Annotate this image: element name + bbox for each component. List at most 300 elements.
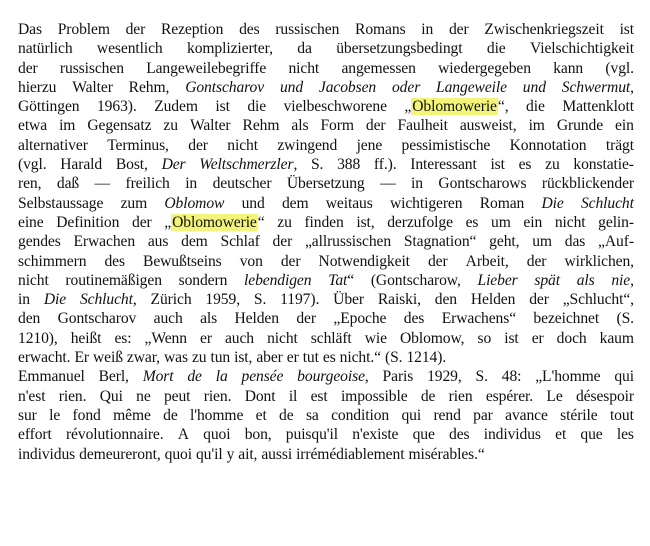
italic-title: Mort [142, 368, 174, 386]
text-fragment: den [18, 310, 41, 328]
word [87, 116, 151, 135]
word [557, 329, 587, 348]
word [581, 194, 634, 213]
word [59, 387, 87, 406]
word [502, 367, 522, 386]
word [71, 329, 102, 348]
text-fragment: espérer. [485, 387, 534, 405]
text-fragment: in [421, 21, 434, 38]
text-fragment: il [288, 387, 298, 405]
text-line [18, 425, 634, 444]
word [213, 174, 272, 193]
text-fragment: wiedergegeben [438, 59, 531, 77]
text-fragment: russischen [59, 59, 124, 77]
text-fragment: stérile [560, 406, 598, 424]
word [606, 136, 634, 155]
word [563, 290, 634, 309]
word [398, 116, 448, 135]
text-fragment: als [200, 310, 218, 328]
word [562, 78, 634, 97]
word [620, 20, 634, 39]
text-fragment: Raiski, [377, 291, 421, 309]
word [18, 271, 49, 290]
word [404, 97, 508, 116]
word [235, 309, 279, 328]
text-fragment: aus [147, 233, 169, 251]
text-fragment: Zudem [154, 98, 198, 116]
text-fragment: in [411, 175, 423, 193]
word [442, 309, 516, 328]
text-fragment: y [226, 445, 235, 463]
word [221, 232, 260, 251]
word [203, 425, 230, 444]
italic-title: Tat [328, 271, 348, 289]
word [438, 174, 526, 193]
text-fragment: was [163, 349, 188, 367]
text-fragment: pessimistische [401, 136, 491, 154]
text-fragment: Vielschichtigkeit [530, 40, 634, 58]
word [319, 252, 410, 271]
word [533, 309, 599, 328]
text-fragment: so [477, 329, 492, 347]
text-line [18, 348, 634, 367]
word [580, 425, 602, 444]
word [57, 174, 79, 193]
text-fragment: rien. [58, 387, 87, 405]
word [247, 97, 266, 116]
word [129, 78, 170, 97]
word [178, 425, 189, 444]
word [18, 213, 44, 232]
word [504, 329, 518, 348]
text-fragment: deutscher [212, 175, 272, 193]
word [529, 116, 545, 135]
text-fragment: et [555, 426, 567, 444]
text-fragment: Bewußtseins [143, 252, 222, 270]
word [200, 329, 212, 348]
word [392, 78, 420, 97]
word [279, 406, 294, 425]
word [598, 213, 634, 232]
text-fragment: rien. [203, 387, 232, 405]
text-fragment: jene [356, 136, 383, 154]
text-fragment: tut [302, 349, 319, 367]
word [615, 116, 634, 135]
word [44, 290, 66, 309]
text-fragment: freilich [125, 175, 170, 193]
text-fragment: nicht [18, 271, 49, 289]
word [164, 194, 224, 213]
text-line [18, 252, 634, 271]
text-fragment: zwingend [277, 136, 338, 154]
text-fragment: es: [114, 329, 132, 347]
italic-title: bourgeoise [297, 368, 365, 386]
word [163, 116, 178, 135]
italic-title: Lieber [477, 271, 518, 289]
italic-title: Weltschmerzler [199, 156, 294, 174]
text-fragment: um [532, 233, 552, 251]
text-fragment: n'est [18, 387, 46, 405]
word [215, 97, 229, 116]
text-fragment: A [177, 426, 189, 444]
text-fragment: quoi [164, 445, 192, 463]
word [132, 213, 152, 232]
text-fragment: und [241, 194, 265, 212]
text-fragment: individus [483, 426, 541, 444]
text-fragment: aussi [261, 445, 293, 463]
word [66, 425, 164, 444]
text-fragment: wesentlich [96, 40, 163, 58]
text-fragment: der [132, 213, 152, 231]
text-fragment: „Wenn [144, 329, 187, 347]
word [18, 425, 52, 444]
word [305, 232, 391, 251]
word [288, 59, 319, 78]
italic-title: Langeweile [436, 78, 507, 96]
word [104, 252, 125, 271]
text-fragment: ren, [18, 175, 42, 193]
text-fragment: 1210), [18, 329, 58, 347]
word [242, 194, 265, 213]
word [18, 59, 38, 78]
word [18, 136, 88, 155]
word [333, 309, 386, 328]
word [560, 406, 597, 425]
italic-title: und [522, 78, 546, 96]
word [204, 387, 232, 406]
text-fragment: konstatie- [573, 156, 634, 174]
word [227, 136, 258, 155]
text-fragment: auch [153, 310, 183, 328]
text-fragment: nicht [267, 329, 298, 347]
text-fragment: vielbeschworene [283, 98, 387, 116]
text-fragment: er [286, 349, 299, 367]
word [277, 213, 292, 232]
word [519, 155, 532, 174]
text-fragment: n'existe [352, 426, 399, 444]
text-fragment: Erwachens“ [441, 310, 517, 328]
text-line [18, 78, 634, 97]
text-fragment: bezeichnet [533, 310, 600, 328]
word [535, 367, 600, 386]
word [352, 425, 398, 444]
word [331, 406, 389, 425]
word [185, 78, 264, 97]
word [244, 271, 311, 290]
word [478, 329, 492, 348]
text-fragment: kann [553, 59, 584, 77]
text-fragment: hierzu [18, 78, 57, 96]
text-fragment: Über [333, 291, 364, 309]
text-fragment: — [380, 175, 396, 193]
word [18, 290, 30, 309]
text-fragment: Übersetzung [286, 175, 365, 193]
text-fragment: Er [74, 349, 89, 367]
document-page [18, 20, 634, 464]
word [355, 20, 406, 39]
text-fragment: avance [505, 406, 548, 424]
word [192, 348, 207, 367]
word [510, 136, 587, 155]
word [49, 406, 60, 425]
text-line [18, 367, 634, 386]
word [542, 194, 564, 213]
word [243, 116, 280, 135]
word [374, 155, 397, 174]
text-fragment: révolutionnaire. [65, 426, 164, 444]
word [164, 348, 188, 367]
text-fragment: Rehm [242, 117, 280, 135]
text-fragment: alternativer [18, 136, 88, 154]
word [380, 174, 396, 193]
text-fragment: sondern [178, 271, 228, 289]
text-fragment: S. [310, 156, 324, 174]
text-fragment: in [185, 175, 198, 193]
text-fragment: zu [163, 117, 178, 135]
word [291, 116, 308, 135]
word [126, 20, 146, 39]
text-fragment: zu [545, 156, 560, 174]
text-fragment: Arbeit, [465, 252, 509, 270]
text-fragment: um [491, 213, 511, 231]
text-fragment: heißt [70, 329, 102, 347]
word [143, 252, 222, 271]
word [323, 348, 336, 367]
text-fragment: eine [18, 213, 44, 231]
word [164, 387, 190, 406]
word [18, 194, 103, 213]
word [146, 59, 266, 78]
text-fragment: Mattenklott [562, 98, 634, 116]
word [336, 39, 462, 58]
text-fragment: „ [164, 213, 172, 231]
text-fragment: 1959, [205, 291, 240, 309]
word [466, 252, 509, 271]
text-fragment: de [420, 387, 436, 405]
text-line [18, 59, 634, 78]
word [190, 116, 231, 135]
text-fragment: „L'homme [535, 368, 601, 386]
text-fragment: schimmern [18, 252, 87, 270]
word [532, 232, 552, 251]
word [287, 174, 365, 193]
word [337, 155, 360, 174]
word [199, 155, 297, 174]
text-fragment: qui [614, 368, 634, 386]
text-fragment: de [279, 406, 294, 424]
text-fragment: sur [18, 406, 37, 424]
highlighted-term: Oblomowerie [172, 213, 257, 231]
text-fragment: S. [253, 291, 267, 309]
text-fragment: , [630, 78, 634, 96]
word [491, 213, 511, 232]
word [526, 97, 545, 116]
text-fragment: aber [256, 349, 283, 367]
text-fragment: Das [18, 21, 42, 38]
text-fragment: gelin- [598, 213, 634, 231]
text-fragment: Bost, [115, 156, 148, 174]
word [435, 290, 457, 309]
word [476, 367, 488, 386]
italic-title: Die [541, 194, 564, 212]
text-fragment: der [296, 310, 316, 328]
text-line [18, 290, 634, 309]
word [577, 271, 595, 290]
word [341, 59, 415, 78]
word [18, 20, 42, 39]
word [413, 425, 435, 444]
word [487, 39, 506, 58]
word [490, 155, 504, 174]
text-fragment: des [403, 310, 425, 328]
text-fragment: dem [281, 194, 309, 212]
text-fragment: ist [490, 156, 505, 174]
word [390, 194, 463, 213]
word [185, 174, 197, 193]
text-fragment: 388 [337, 156, 361, 174]
word [306, 406, 319, 425]
word [598, 232, 634, 251]
text-fragment: effort [18, 426, 52, 444]
word [433, 406, 460, 425]
text-fragment: geht, [489, 233, 520, 251]
text-fragment: que [580, 426, 603, 444]
word [240, 252, 263, 271]
word [489, 232, 519, 251]
text-line [18, 97, 634, 116]
text-fragment: Romans [355, 21, 406, 38]
text-fragment: die [526, 98, 545, 116]
word [605, 59, 634, 78]
text-line [18, 20, 634, 39]
word [60, 155, 102, 174]
word [190, 406, 243, 425]
word [421, 20, 433, 39]
word [410, 155, 476, 174]
word [357, 136, 383, 155]
text-fragment: demeureront, [79, 445, 161, 463]
word [565, 232, 586, 251]
word [18, 155, 47, 174]
highlighted-term: Oblomowerie [412, 98, 497, 116]
text-fragment: nicht [288, 59, 320, 77]
word [542, 174, 634, 193]
text-fragment: Helden [234, 310, 279, 328]
text-fragment: même [113, 406, 151, 424]
text-fragment: désespoir [575, 387, 634, 405]
text-fragment: daß [56, 175, 80, 193]
text-fragment: Selbstaussage [18, 194, 104, 212]
text-fragment: sa [305, 406, 319, 424]
word [449, 387, 473, 406]
word [95, 174, 111, 193]
italic-title: la [215, 368, 228, 386]
text-line [18, 309, 634, 328]
text-fragment: 48: [501, 368, 522, 386]
word [18, 78, 56, 97]
text-line [18, 116, 634, 135]
word [402, 136, 491, 155]
text-fragment: wichtigeren [389, 194, 463, 212]
word [165, 445, 192, 464]
word [154, 97, 198, 116]
text-fragment: der [188, 136, 208, 154]
word [400, 329, 464, 348]
word [79, 445, 161, 464]
word [478, 271, 518, 290]
word [114, 329, 131, 348]
text-fragment: de [163, 406, 178, 424]
text-fragment: Grunde [556, 117, 604, 135]
text-fragment: fond [72, 406, 101, 424]
text-fragment: Definition [56, 213, 120, 231]
word [289, 387, 297, 406]
word [484, 20, 603, 39]
text-fragment: weitaus [325, 194, 373, 212]
text-fragment: 1214). [406, 349, 447, 367]
text-fragment: zum [120, 194, 148, 212]
word [371, 271, 461, 290]
text-fragment: ein [615, 117, 634, 135]
word [256, 406, 267, 425]
text-fragment: ausweist, [459, 117, 517, 135]
text-fragment: es [322, 349, 336, 367]
word [18, 367, 85, 386]
text-fragment: par [473, 406, 493, 424]
text-fragment: da [297, 40, 312, 58]
text-fragment: nicht [227, 136, 258, 154]
word [600, 329, 634, 348]
text-fragment: irrémédiablement [296, 445, 405, 463]
text-fragment: Schlaf [220, 233, 260, 251]
italic-title: pensée [241, 368, 284, 386]
text-fragment: Paris [382, 368, 414, 386]
word [113, 406, 151, 425]
word [275, 20, 339, 39]
text-fragment: der [280, 252, 301, 270]
italic-title: lebendigen [244, 271, 312, 289]
word [179, 271, 228, 290]
word [287, 348, 299, 367]
text-fragment: nicht [554, 213, 586, 231]
word [505, 406, 548, 425]
word [385, 348, 402, 367]
text-fragment: Oblomow, [399, 329, 465, 347]
text-fragment: doch [556, 329, 587, 347]
italic-title: spät [534, 271, 560, 289]
text-fragment: den [434, 291, 457, 309]
text-fragment: l'homme [190, 406, 244, 424]
word [18, 174, 41, 193]
text-fragment: qu'il [195, 445, 223, 463]
text-fragment: der [448, 21, 469, 38]
word [365, 329, 387, 348]
italic-title: Schlucht [79, 291, 133, 309]
text-fragment: er [200, 329, 212, 347]
word [614, 367, 634, 386]
text-fragment: übersetzungsbedingt [336, 40, 463, 58]
word [486, 387, 533, 406]
text-fragment: russischen [275, 21, 340, 38]
italic-title: Schlucht [580, 194, 634, 212]
word [427, 367, 462, 386]
word [97, 39, 163, 58]
text-fragment: zu [277, 213, 292, 231]
word [18, 232, 61, 251]
text-fragment: von [239, 252, 263, 270]
text-fragment: ait, [238, 445, 258, 463]
word [484, 425, 541, 444]
